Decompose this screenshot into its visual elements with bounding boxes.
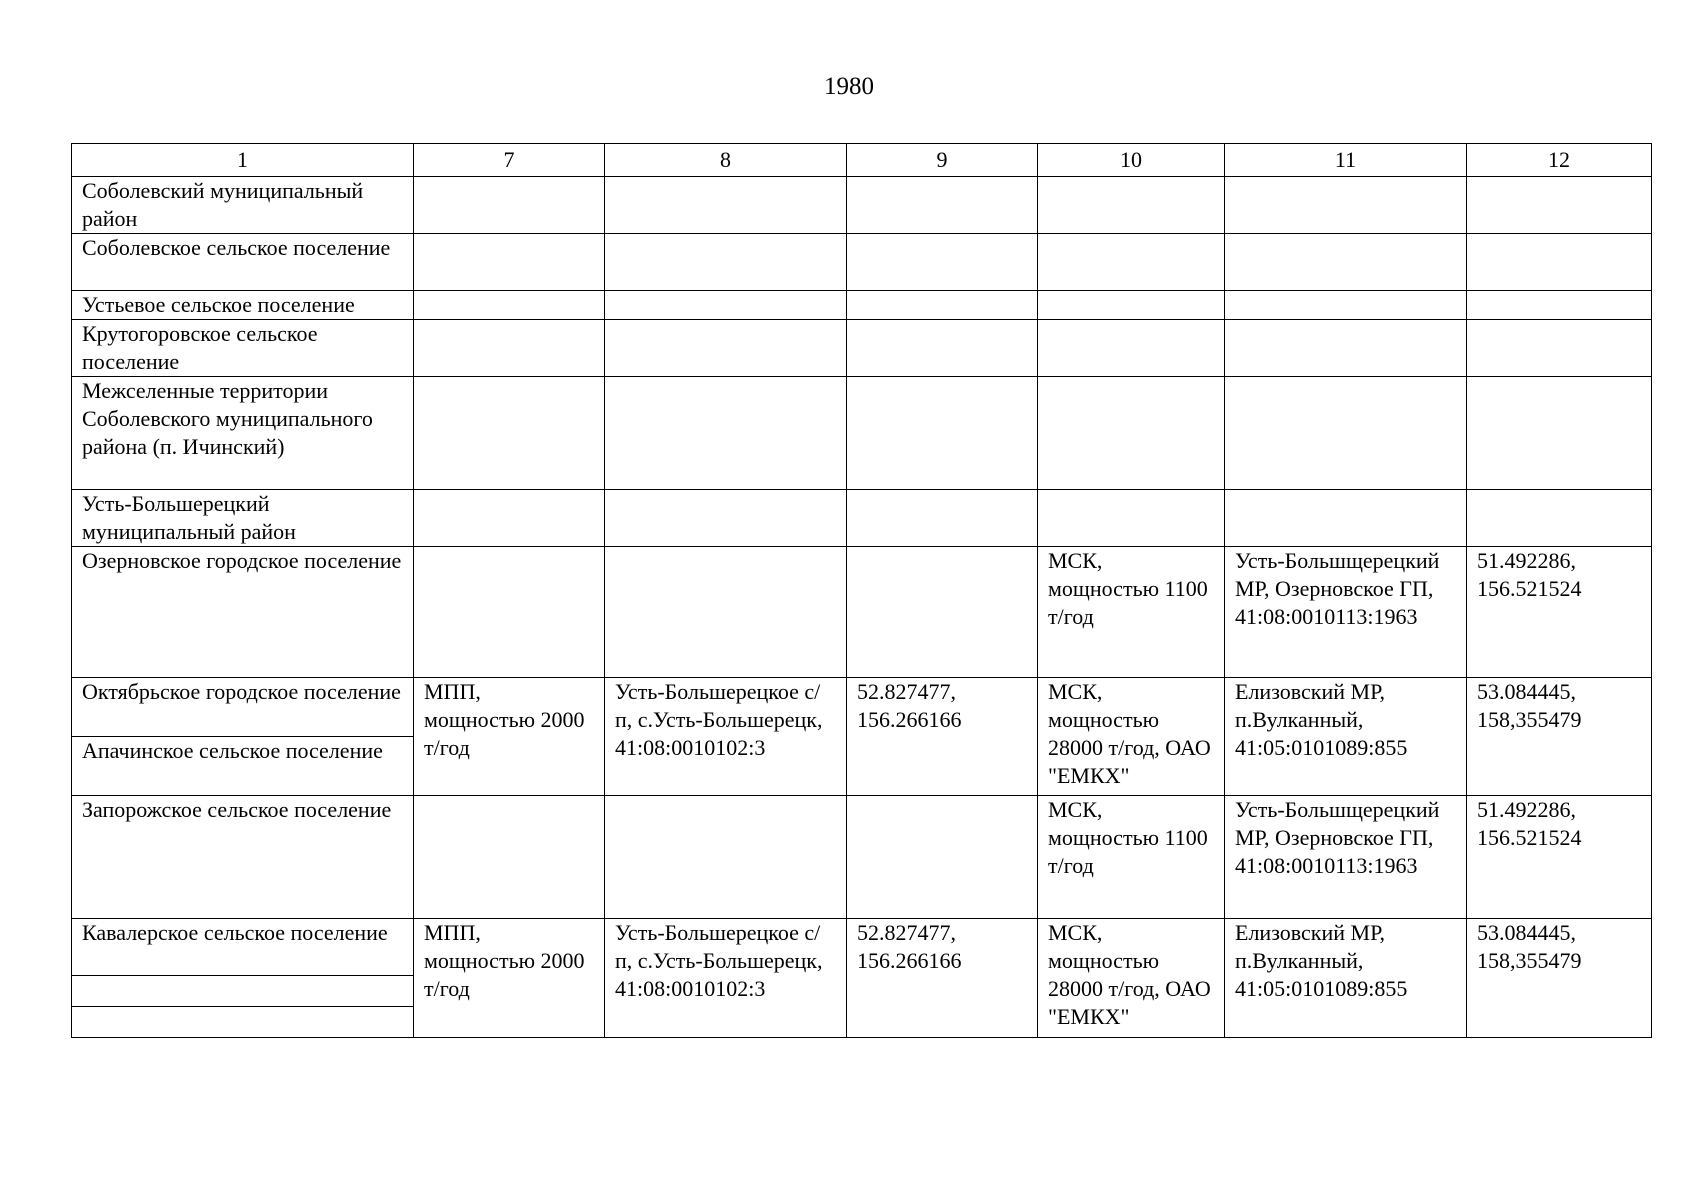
table-cell bbox=[1038, 377, 1225, 490]
empty-name-cell bbox=[72, 1007, 414, 1038]
table-cell bbox=[1225, 234, 1467, 291]
coordinates-cell: 53.084445, 158,355479 bbox=[1467, 919, 1652, 1038]
header-cell: 9 bbox=[847, 144, 1038, 177]
row-name-cell: Озерновское городское поселение bbox=[72, 547, 414, 678]
table-cell bbox=[414, 490, 605, 547]
header-cell: 11 bbox=[1225, 144, 1467, 177]
table-cell bbox=[847, 377, 1038, 490]
row-name-cell: Усть-Большерецкий муниципальный район bbox=[72, 490, 414, 547]
header-cell: 1 bbox=[72, 144, 414, 177]
table-cell bbox=[847, 490, 1038, 547]
coordinates-cell: 52.827477, 156.266166 bbox=[847, 919, 1038, 1038]
table-cell bbox=[605, 547, 847, 678]
location-cell: Усть-Большерецкое с/п, с.Усть-Большерецк, 41:08:0010102:3 bbox=[605, 678, 847, 796]
row-name-cell: Октябрьское городское поселение bbox=[72, 678, 414, 737]
location-cell: Елизовский МР, п.Вулканный, 41:05:0101089:855 bbox=[1225, 678, 1467, 796]
header-cell: 10 bbox=[1038, 144, 1225, 177]
coordinates-cell: 51.492286, 156.521524 bbox=[1467, 547, 1652, 678]
table-row bbox=[72, 547, 1652, 678]
row-name-cell: Устьевое сельское поселение bbox=[72, 291, 414, 320]
header-cell: 7 bbox=[414, 144, 605, 177]
table-cell bbox=[1467, 177, 1652, 234]
table-cell bbox=[1038, 177, 1225, 234]
table-cell bbox=[847, 291, 1038, 320]
table-row bbox=[72, 377, 1652, 490]
table-cell bbox=[605, 234, 847, 291]
capacity-cell: МСК, мощностью 1100 т/год bbox=[1038, 547, 1225, 678]
table-cell bbox=[605, 377, 847, 490]
capacity-cell: МСК, мощностью 1100 т/год bbox=[1038, 796, 1225, 919]
table-cell bbox=[847, 547, 1038, 678]
coordinates-cell: 53.084445, 158,355479 bbox=[1467, 678, 1652, 796]
table-cell bbox=[847, 177, 1038, 234]
table-cell bbox=[605, 490, 847, 547]
table-cell bbox=[605, 796, 847, 919]
table-row bbox=[72, 490, 1652, 547]
table-cell bbox=[1225, 377, 1467, 490]
capacity-cell: МСК, мощностью 28000 т/год, ОАО "ЕМКХ" bbox=[1038, 678, 1225, 796]
coordinates-cell: 51.492286, 156.521524 bbox=[1467, 796, 1652, 919]
row-name-cell: Соболевское сельское поселение bbox=[72, 234, 414, 291]
table-cell bbox=[605, 177, 847, 234]
table-header-row bbox=[72, 144, 1652, 177]
table-cell bbox=[414, 547, 605, 678]
location-cell: Усть-Большерецкое с/п, с.Усть-Большерецк, 41:08:0010102:3 bbox=[605, 919, 847, 1038]
row-name-cell: Запорожское сельское поселение bbox=[72, 796, 414, 919]
capacity-cell: МПП, мощностью 2000 т/год bbox=[414, 919, 605, 1038]
table-cell bbox=[1038, 490, 1225, 547]
table-cell bbox=[1225, 320, 1467, 377]
table-row bbox=[72, 678, 1652, 737]
header-cell: 8 bbox=[605, 144, 847, 177]
table-cell bbox=[414, 234, 605, 291]
capacity-cell: МПП, мощностью 2000 т/год bbox=[414, 678, 605, 796]
table-cell bbox=[847, 234, 1038, 291]
table-cell bbox=[414, 177, 605, 234]
table-cell bbox=[847, 796, 1038, 919]
table-row bbox=[72, 177, 1652, 234]
table-cell bbox=[1225, 490, 1467, 547]
table-cell bbox=[1467, 234, 1652, 291]
table-cell bbox=[1467, 320, 1652, 377]
table-cell bbox=[605, 291, 847, 320]
location-cell: Усть-Большщерецкий МР, Озерновское ГП, 41:08:0010113:1963 bbox=[1225, 796, 1467, 919]
table-cell bbox=[414, 377, 605, 490]
table-cell bbox=[1225, 291, 1467, 320]
table-cell bbox=[1467, 291, 1652, 320]
row-name-cell: Апачинское сельское поселение bbox=[72, 737, 414, 796]
table-cell bbox=[1467, 490, 1652, 547]
table-cell bbox=[1038, 320, 1225, 377]
row-name-cell: Кавалерское сельское поселение bbox=[72, 919, 414, 976]
row-name-cell: Соболевский муниципальный район bbox=[72, 177, 414, 234]
table-cell bbox=[414, 291, 605, 320]
coordinates-cell: 52.827477, 156.266166 bbox=[847, 678, 1038, 796]
data-table bbox=[71, 143, 1652, 1038]
header-cell: 12 bbox=[1467, 144, 1652, 177]
table-row bbox=[72, 291, 1652, 320]
table-cell bbox=[414, 320, 605, 377]
table-cell bbox=[1038, 291, 1225, 320]
table-row bbox=[72, 234, 1652, 291]
table-cell bbox=[605, 320, 847, 377]
table-cell bbox=[1038, 234, 1225, 291]
table-row bbox=[72, 320, 1652, 377]
row-name-cell: Крутогоровское сельское поселение bbox=[72, 320, 414, 377]
table-row bbox=[72, 919, 1652, 976]
table-cell bbox=[414, 796, 605, 919]
table-cell bbox=[847, 320, 1038, 377]
row-name-cell: Межселенные территории Соболевского муниципального района (п. Ичинский) bbox=[72, 377, 414, 490]
table-cell bbox=[1225, 177, 1467, 234]
location-cell: Усть-Большщерецкий МР, Озерновское ГП, 41:08:0010113:1963 bbox=[1225, 547, 1467, 678]
empty-name-cell bbox=[72, 976, 414, 1007]
table-cell bbox=[1467, 377, 1652, 490]
capacity-cell: МСК, мощностью 28000 т/год, ОАО "ЕМКХ" bbox=[1038, 919, 1225, 1038]
page-number: 1980 bbox=[824, 73, 874, 100]
location-cell: Елизовский МР, п.Вулканный, 41:05:0101089:855 bbox=[1225, 919, 1467, 1038]
table-row bbox=[72, 796, 1652, 919]
